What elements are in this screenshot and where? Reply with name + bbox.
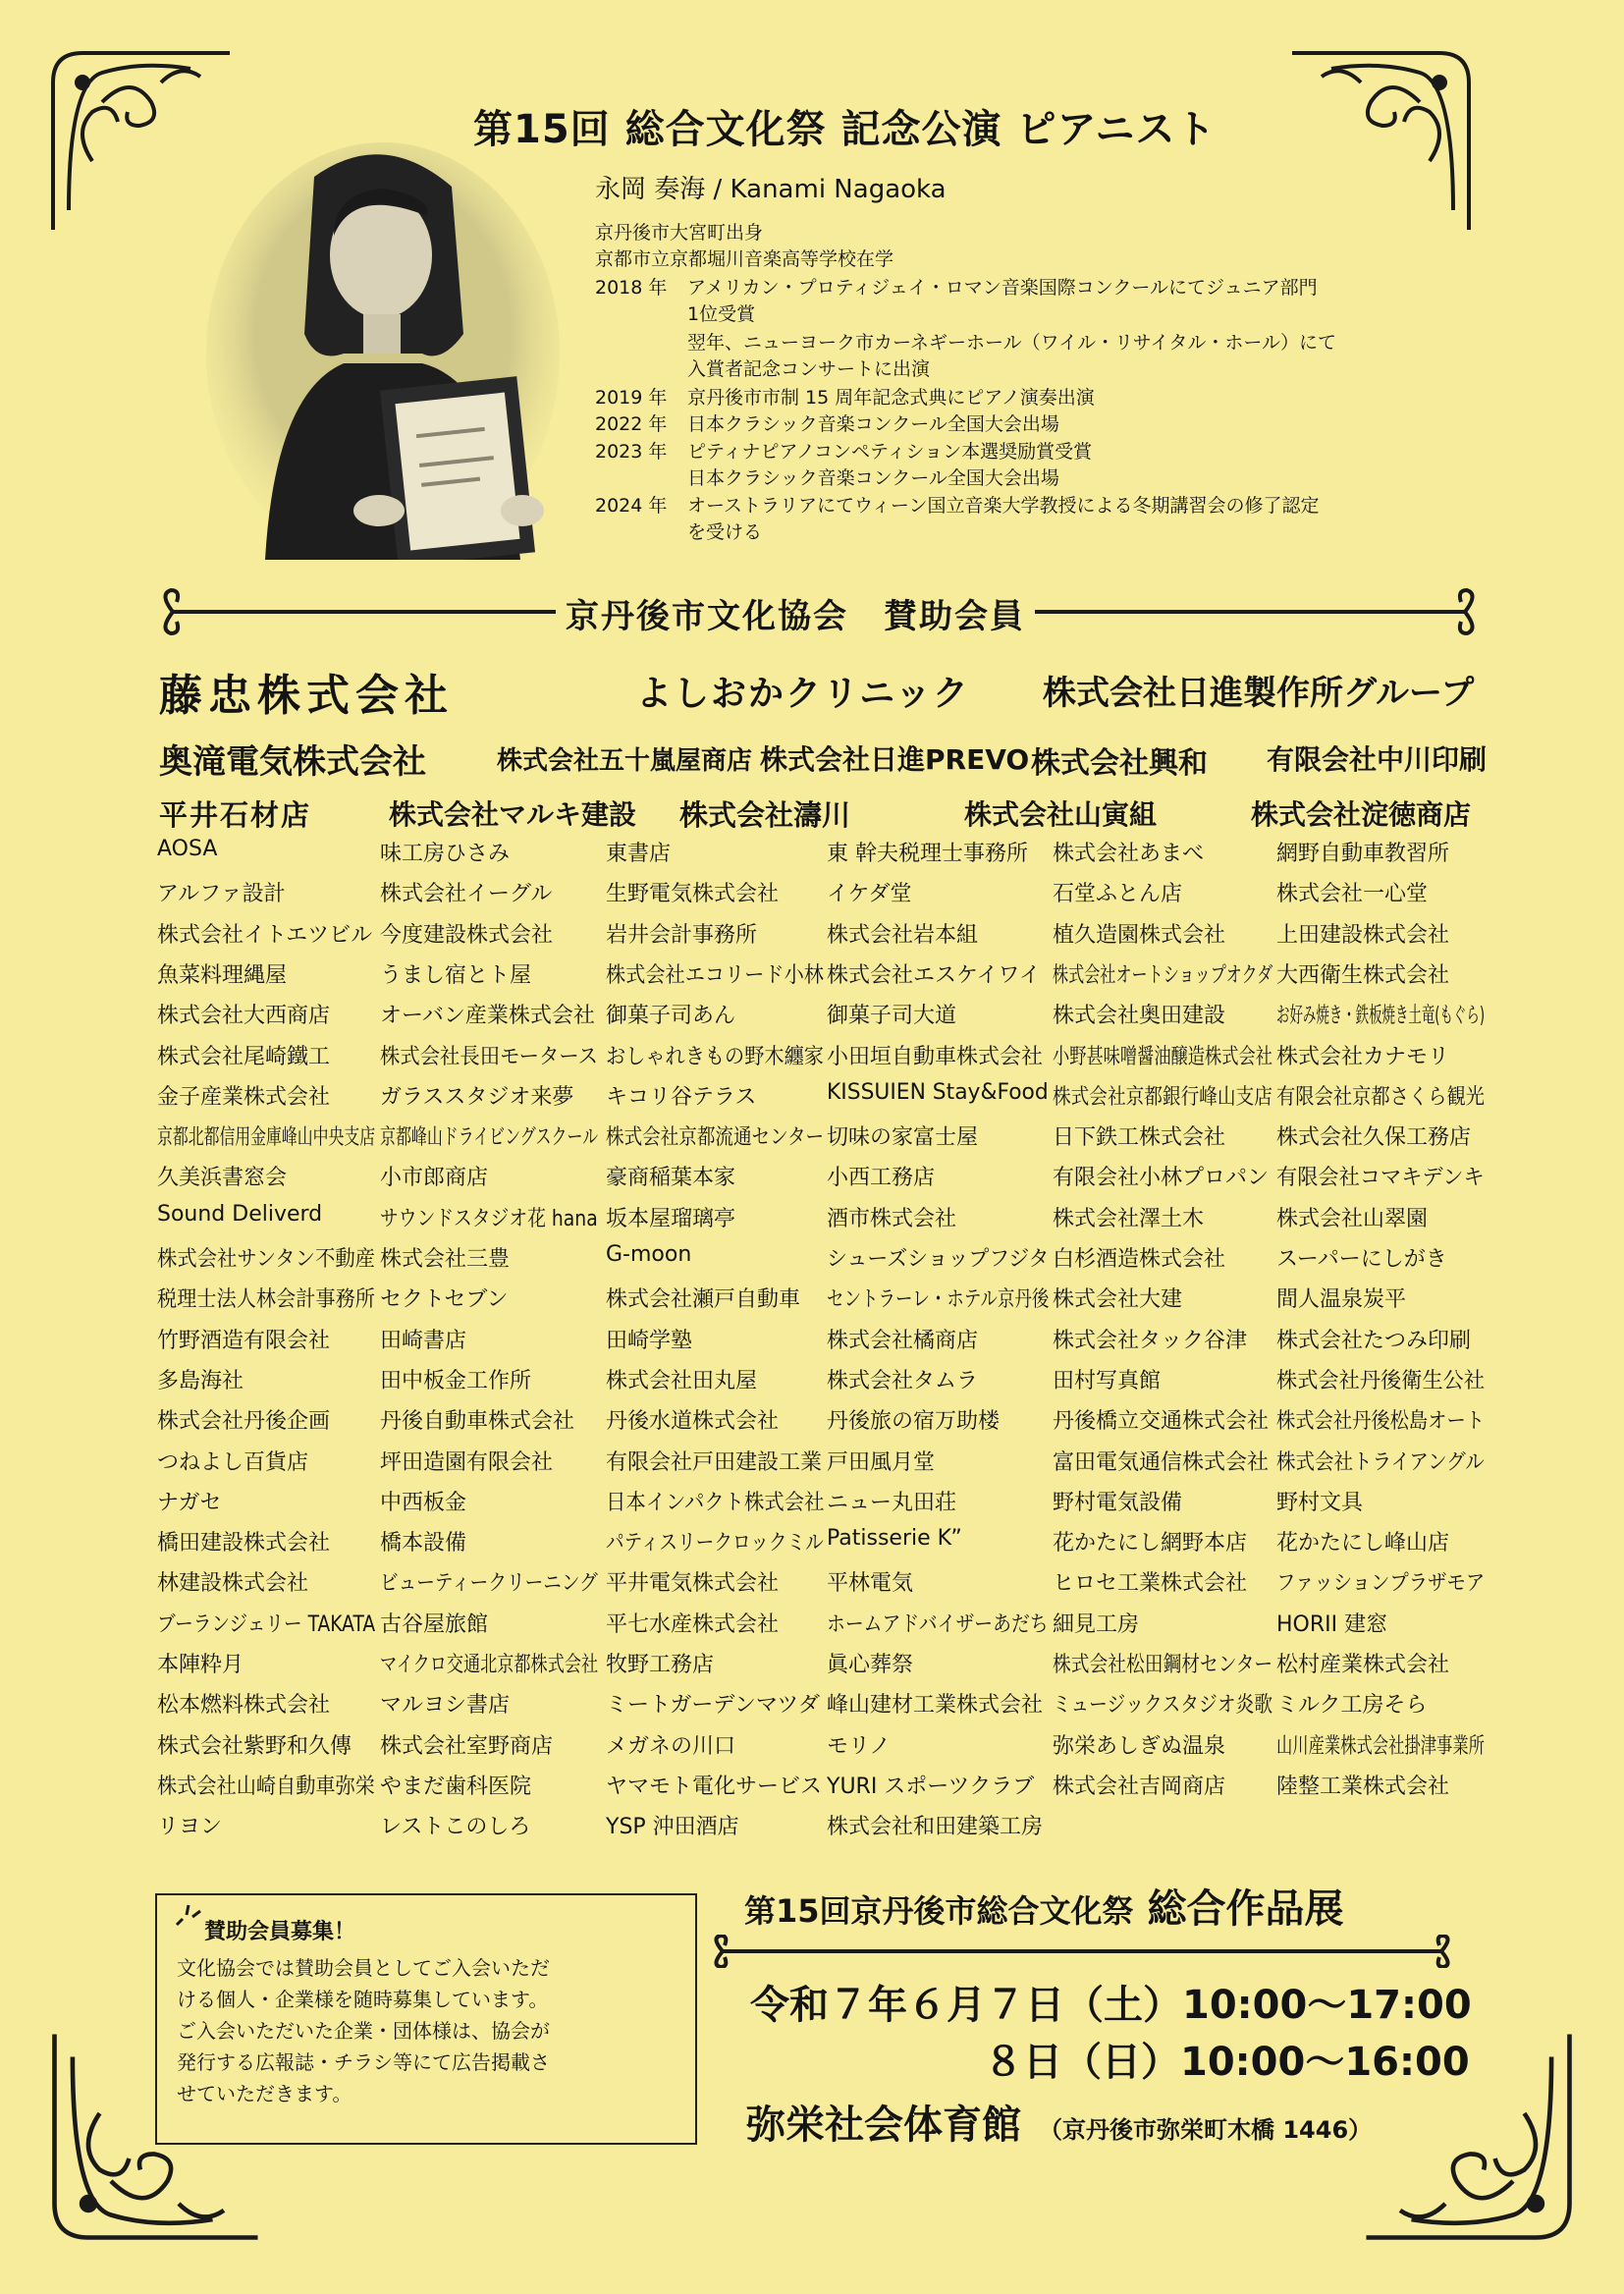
recruit-line: ける個人・企業様を随時募集しています。 [177,1988,549,2011]
sponsor-name: 今度建設株式会社 [380,923,554,948]
sponsor-name: 橋本設備 [380,1531,467,1556]
sponsor-name: 株式会社吉岡商店 [1053,1775,1226,1799]
sponsor-name: モリノ [827,1734,892,1759]
sponsor-name: ミュージックスタジオ炎歌 [1053,1693,1272,1718]
sponsor-name: 小田垣自動車株式会社 [827,1045,1044,1069]
sponsor-name: 白杉酒造株式会社 [1053,1247,1226,1272]
sponsor-name: レストこのしろ [380,1815,531,1839]
sponsor-name: マイクロ交通北京都株式会社 [380,1653,599,1677]
sponsor-name: 古谷屋旅館 [380,1612,489,1637]
sponsor-name: 岩井会計事務所 [606,923,758,948]
sponsor-name: 切味の家富士屋 [827,1125,979,1150]
sponsor-name: ニュー丸田荘 [827,1491,957,1515]
sponsor-name: 有限会社コマキデンキ [1276,1166,1485,1190]
sponsor-name: 株式会社たつみ印刷 [1276,1329,1472,1353]
sponsor-name: 小西工務店 [827,1166,936,1190]
history-line: 日本クラシック音楽コンクール全国大会出場 [687,413,1059,435]
sponsor-name: 植久造園株式会社 [1053,923,1226,948]
sponsor-name: ビューティークリーニング [380,1571,598,1596]
sponsor-name: うまし宿とト屋 [380,963,532,988]
sponsor-name: 株式会社瀬戸自動車 [606,1287,801,1312]
sponsor-name: 眞心葬祭 [827,1653,914,1677]
sponsor-name: ブーランジェリー TAKATA [157,1612,376,1637]
sponsor-name: 株式会社カナモリ [1276,1045,1450,1069]
sponsor-name: やまだ歯科医院 [380,1775,532,1799]
sponsor-name: 上田建設株式会社 [1276,923,1450,948]
history-line: ピティナピアノコンペティション本選奨励賞受賞 [687,441,1093,463]
history-line: を受ける [687,521,763,543]
recruit-line: 発行する広報誌・チラシ等にて広告掲載さ [177,2050,550,2074]
sponsor-name: 御菓子司大道 [827,1004,957,1028]
sponsor-name: ミートガーデンマツダ [606,1693,821,1718]
sponsor-name: 株式会社丹後松島オート [1276,1409,1486,1434]
sponsor-name: 有限会社京都さくら観光 [1276,1085,1486,1110]
sponsor-name: つねよし百貨店 [157,1450,309,1475]
sponsor-name: 株式会社山翠園 [1276,1207,1429,1231]
sponsor-name: 中西板金 [380,1491,467,1515]
pianist-photo [206,137,560,560]
sponsor-name: イケダ堂 [827,882,912,906]
sponsor-name: ヤマモト電化サービス [606,1775,823,1799]
pianist-school: 京都市立京都堀川音楽高等学校在学 [595,248,894,270]
sponsor-name: オーバン産業株式会社 [380,1004,595,1028]
sponsor-name: 株式会社京都銀行峰山支店 [1053,1085,1272,1110]
sponsor-name: 株式会社奥田建設 [1053,1004,1226,1028]
sponsor-name: 株式会社田丸屋 [606,1369,758,1393]
sponsor-name: 弥栄あしぎぬ温泉 [1053,1734,1226,1759]
sponsor-name: 松村産業株式会社 [1276,1653,1450,1677]
page-title: 第15回 総合文化祭 記念公演 ピアニスト [473,107,1217,152]
recruit-line: 文化協会では賛助会員としてご入会いただ [177,1956,550,1980]
sponsor-name: 竹野酒造有限会社 [157,1329,331,1353]
sponsor-name: 田村写真館 [1053,1369,1162,1393]
sponsor-name: 味工房ひさみ [380,842,511,866]
sponsor-tier2: 有限会社中川印刷 [1267,743,1488,776]
sponsor-name: 株式会社丹後衛生公社 [1276,1369,1486,1393]
sponsor-name: 小野甚味噌醤油醸造株式会社 [1053,1045,1272,1069]
sponsor-name: 株式会社一心堂 [1276,882,1429,906]
sponsor-name: 株式会社室野商店 [380,1734,554,1759]
history-year: 2019 年 [595,387,668,409]
history-year: 2023 年 [595,441,668,463]
sponsor-name: G-moon [606,1242,692,1267]
sponsor-name: 石堂ふとん店 [1053,882,1183,906]
exhibition-title [744,1878,1344,1934]
sponsor-tier2: 株式会社五十嵐屋商店 [497,746,753,776]
sponsor-name: サウンドスタジオ花 hana [380,1207,598,1231]
sponsor-name: 戸田風月堂 [827,1450,936,1475]
sponsor-name: 御菓子司あん [606,1004,736,1028]
sponsor-name: 日本インパクト株式会社 [606,1491,825,1515]
sponsor-name: 峰山建材工業株式会社 [827,1693,1044,1718]
sponsor-name: YURI スポーツクラブ [827,1775,1035,1799]
sponsor-name: 東書店 [606,842,672,866]
sparkle-icon [171,1901,204,1931]
sponsor-name: 株式会社イトエツビル [157,923,373,948]
sponsor-name: 間人温泉炭平 [1276,1287,1407,1312]
sponsor-tier3: 平井石材店 [159,798,312,832]
sponsor-name: 田崎学塾 [606,1329,693,1353]
sponsor-name: 橋田建設株式会社 [157,1531,331,1556]
sponsor-name: 株式会社尾崎鐵工 [157,1045,331,1069]
sponsor-name: 大西衛生株式会社 [1276,963,1450,988]
sponsor-name: ガラススタジオ来夢 [380,1085,574,1110]
sponsor-name: 株式会社澤土木 [1053,1207,1205,1231]
sponsor-name: Sound Deliverd [157,1202,323,1227]
sponsor-name: 有限会社小林プロパン [1053,1166,1270,1190]
sponsor-name: ナガセ [157,1491,222,1515]
history-line: 翌年、ニューヨーク市カーネギーホール（ワイル・リサイタル・ホール）にて [687,332,1337,354]
sponsor-name: 平林電気 [827,1571,914,1596]
history-line: 1位受賞 [687,303,756,325]
sponsor-name: 株式会社紫野和久傳 [157,1734,352,1759]
sponsor-name: 株式会社和田建築工房 [827,1815,1044,1839]
sponsor-name: 東 幹夫税理士事務所 [827,842,1028,866]
sponsor-name: 網野自動車教習所 [1276,842,1450,866]
sponsor-name: お好み焼き・鉄板焼き土竜(もぐら) [1276,1004,1486,1028]
sponsor-tier2: 株式会社日進PREVO [760,743,1030,776]
sponsor-name: セントラーレ・ホテル京丹後 [827,1287,1050,1312]
sponsor-name: 花かたにし峰山店 [1276,1531,1450,1556]
sponsor-name: 坂本屋瑠璃亭 [606,1207,736,1231]
sponsor-name: 細見工房 [1053,1612,1140,1637]
sponsor-name: アルファ設計 [157,882,286,906]
exhibition-title-main: 第15回京丹後市総合文化祭 [744,1892,1134,1930]
sponsor-name: 平井電気株式会社 [606,1571,780,1596]
sponsor-name: 株式会社オートショップオクダ [1053,963,1273,988]
sponsor-name: 株式会社トライアングル [1276,1450,1485,1475]
pianist-name: 永岡 奏海 / Kanami Nagaoka [595,175,947,204]
sponsor-name: 株式会社大建 [1053,1287,1183,1312]
history-line: 京丹後市市制 15 周年記念式典にピアノ演奏出演 [687,387,1095,409]
sponsor-name: 陸整工業株式会社 [1276,1775,1450,1799]
sponsor-name: 田崎書店 [380,1329,467,1353]
sponsor-name: 株式会社イーグル [380,882,553,906]
sponsor-name: 株式会社松田鋼材センター [1053,1653,1273,1677]
recruit-line: ご入会いただいた企業・団体様は、協会が [177,2019,550,2043]
sponsor-name: 小市郎商店 [380,1166,489,1190]
history-year: 2018 年 [595,277,668,299]
history-year: 2022 年 [595,413,668,435]
sponsor-name: 株式会社エスケイワイ [827,963,1041,988]
sponsor-tier2: 株式会社興和 [1031,746,1208,781]
sponsor-name: 野村文具 [1276,1491,1364,1515]
exhibition-title-emphasis: 総合作品展 [1147,1886,1344,1932]
sponsor-name: ホームアドバイザーあだち [827,1612,1049,1637]
sponsor-name: ファッションプラザモア [1276,1571,1486,1596]
sponsor-name: 株式会社京都流通センター [606,1125,825,1150]
sponsor-name: 酒市株式会社 [827,1207,957,1231]
history-line: 入賞者記念コンサートに出演 [687,358,931,380]
sponsor-tier2: 奥滝電気株式会社 [159,742,426,782]
sponsor-name: シューズショップフジタ [827,1247,1050,1272]
corner-ornament-top-right [1282,43,1479,240]
sponsor-name: セクトセブン [380,1287,509,1312]
venue-name: 弥栄社会体育館 [746,2103,1021,2148]
sponsor-name: 株式会社タムラ [827,1369,979,1393]
exhibition-venue [746,2094,1372,2150]
sponsor-name: 株式会社長田モータース [380,1045,599,1069]
sponsor-name: 本陣粋月 [157,1653,244,1677]
recruit-line: せていただきます。 [177,2082,352,2105]
sponsor-tier3: 株式会社濤川 [679,798,851,832]
sponsor-name: 日下鉄工株式会社 [1053,1125,1226,1150]
sponsor-name: キコリ谷テラス [606,1085,757,1110]
sponsor-name: 京都北都信用金庫峰山中央支店 [157,1125,376,1150]
exhibition-date-1: 令和７年６月７日（土）10:00〜17:00 [750,1983,1472,2028]
sponsor-name: 株式会社サンタン不動産 [157,1247,376,1272]
sponsor-name: パティスリークロックミル [606,1531,824,1556]
exhibition-divider [703,1935,1461,1968]
sponsor-name: 生野電気株式会社 [606,882,780,906]
sponsor-name: 税理士法人林会計事務所 [157,1287,375,1312]
sponsor-name: 株式会社橘商店 [827,1329,979,1353]
sponsor-name: 株式会社タック谷津 [1053,1329,1248,1353]
sponsor-name: 豪商稲葉本家 [606,1166,736,1190]
history-line: アメリカン・プロティジェイ・ロマン音楽国際コンクールにてジュニア部門 [687,277,1318,299]
sponsor-name: 牧野工務店 [606,1653,715,1677]
sponsor-name: 魚菜料理縄屋 [157,963,288,988]
sponsor-name: 富田電気通信株式会社 [1053,1450,1270,1475]
sponsor-name: HORII 建窓 [1276,1612,1388,1637]
sponsor-name: 株式会社山崎自動車弥栄 [157,1775,375,1799]
pianist-origin: 京丹後市大宮町出身 [595,222,764,244]
venue-address: （京丹後市弥栄町木橋 1446） [1039,2116,1373,2144]
sponsor-name: 平七水産株式会社 [606,1612,780,1637]
sponsor-name: 松本燃料株式会社 [157,1693,331,1718]
sponsor-name: 株式会社あまべ [1053,842,1205,866]
sponsor-name: Patisserie K” [827,1526,962,1551]
history-line: 日本クラシック音楽コンクール全国大会出場 [687,467,1059,489]
history-line: オーストラリアにてウィーン国立音楽大学教授による冬期講習会の修了認定 [687,495,1320,517]
sponsor-name: スーパーにしがき [1276,1247,1447,1272]
sponsor-name: 株式会社大西商店 [157,1004,331,1028]
sponsor-name: 株式会社久保工務店 [1276,1125,1472,1150]
sponsor-name: リヨン [157,1815,223,1839]
sponsor-name: 金子産業株式会社 [157,1085,331,1110]
sponsor-name: 久美浜書窓会 [157,1166,288,1190]
sponsor-name: KISSUIEN Stay&Food [827,1080,1049,1105]
sponsor-tier1: 藤忠株式会社 [159,671,454,721]
sponsor-name: 多島海社 [157,1369,244,1393]
sponsor-tier3: 株式会社淀徳商店 [1251,798,1472,831]
sponsor-name: YSP 沖田酒店 [606,1815,739,1839]
sponsor-name: 丹後橋立交通株式会社 [1053,1409,1270,1434]
sponsor-name: AOSA [157,837,218,861]
sponsor-name: ミルク工房そら [1276,1693,1428,1718]
sponsor-name: メガネの川口 [606,1734,736,1759]
sponsor-name: 株式会社三豊 [380,1247,511,1272]
sponsor-name: 坪田造園有限会社 [380,1450,554,1475]
sponsor-tier3: 株式会社山寅組 [964,798,1158,831]
history-year: 2024 年 [595,495,668,517]
sponsor-name: 林建設株式会社 [157,1571,309,1596]
sponsor-name: 山川産業株式会社掛津事業所 [1276,1734,1485,1759]
sponsor-name: マルヨシ書店 [380,1693,511,1718]
sponsor-name: 株式会社エコリード小林 [606,963,824,988]
sponsor-name: 丹後水道株式会社 [606,1409,780,1434]
sponsor-tier1: よしおかクリニック [636,674,970,714]
sponsor-name: 株式会社岩本組 [827,923,979,948]
sponsor-name: 京都峰山ドライビングスクール [380,1125,599,1150]
sponsor-heading: 京丹後市文化協会 賛助会員 [556,589,1035,637]
sponsor-name: 丹後旅の宿万助楼 [827,1409,1001,1434]
recruit-heading: 賛助会員募集！ [204,1920,356,1944]
sponsor-name: 株式会社丹後企画 [157,1409,331,1434]
sponsor-tier3: 株式会社マルキ建設 [389,798,637,831]
sponsor-name: ヒロセ工業株式会社 [1053,1571,1248,1596]
sponsor-name: 丹後自動車株式会社 [380,1409,575,1434]
sponsor-name: おしゃれきもの野木纏家 [606,1045,824,1069]
sponsor-name: 田中板金工作所 [380,1369,532,1393]
exhibition-date-2: ８日（日）10:00〜16:00 [984,2040,1470,2085]
sponsor-name: 花かたにし網野本店 [1053,1531,1248,1556]
sponsor-name: 野村電気設備 [1053,1491,1183,1515]
sponsor-name: 有限会社戸田建設工業 [606,1450,823,1475]
sponsor-tier1: 株式会社日進製作所グループ [1043,674,1475,713]
